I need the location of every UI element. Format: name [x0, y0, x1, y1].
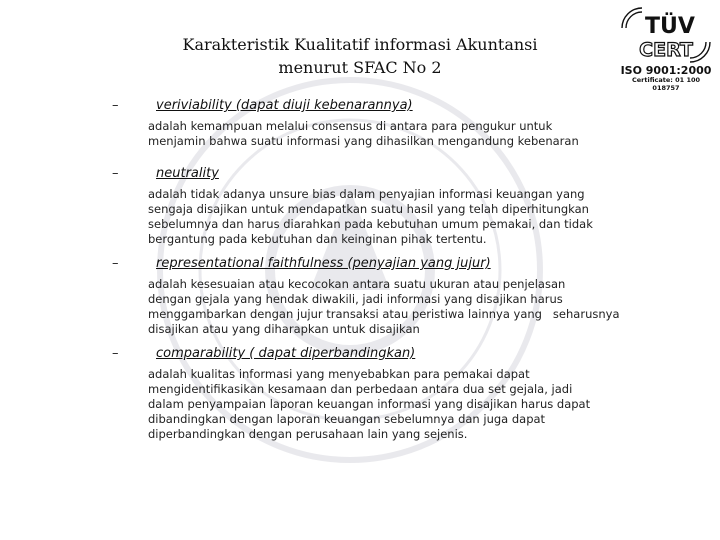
description-line: menjamin bahwa suatu informasi yang dihasilkan mengandung kebenaran [148, 134, 579, 148]
description-line: diperbandingkan dengan perusahaan lain yang sejenis. [148, 427, 468, 441]
description-line: adalah kemampuan melalui consensus di antara para pengukur untuk [148, 119, 553, 133]
description-line: disajikan atau yang diharapkan untuk disajikan [148, 322, 420, 336]
item-term: veriviability (dapat diuji kebenarannya) [156, 98, 413, 113]
certificate-number: Certificate: 01 100 018757 [631, 76, 701, 92]
item-term: representational faithfulness (penyajian yang jujur) [156, 256, 491, 271]
item-description [148, 119, 663, 149]
item-description [148, 277, 663, 337]
iso-label: ISO 9001:2000 [620, 64, 712, 77]
item-description [148, 367, 663, 442]
description-line: sengaja disajikan untuk mendapatkan suatu hasil yang telah diperhitungkan [148, 202, 589, 216]
tuv-cert-icon [620, 6, 712, 64]
bullet-dash: – [112, 256, 119, 271]
description-line: adalah kesesuaian atau kecocokan antara suatu ukuran atau penjelasan [148, 277, 566, 291]
description-line: adalah tidak adanya unsure bias dalam penyajian informasi keuangan yang [148, 187, 585, 201]
description-line: adalah kualitas informasi yang menyebabkan para pemakai dapat [148, 367, 530, 381]
bullet-dash: – [112, 98, 119, 113]
item-term: comparability ( dapat diperbandingkan) [156, 346, 416, 361]
description-line: dibandingkan dengan laporan keuangan sebelumnya dan juga dapat [148, 412, 546, 426]
item-description [148, 187, 663, 247]
description-line: dengan gejala yang hendak diwakili, jadi informasi yang disajikan harus [148, 292, 563, 306]
bullet-dash: – [112, 346, 119, 361]
description-line: mengidentifikasikan kesamaan dan perbedaan antara dua set gejala, jadi [148, 382, 573, 396]
description-line: dalam penyampaian laporan keuangan informasi yang disajikan harus dapat [148, 397, 591, 411]
page-title [100, 33, 620, 79]
item-term: neutrality [156, 166, 219, 181]
title-line-1: Karakteristik Kualitatif informasi Akuntansi [182, 35, 538, 54]
tuv-text: TÜV [645, 14, 695, 39]
bullet-dash: – [112, 166, 119, 181]
description-line: bergantung pada kebutuhan dan keinginan pihak tertentu. [148, 232, 487, 246]
title-line-2: menurut SFAC No 2 [278, 58, 442, 77]
description-line: sebelumnya dan harus diarahkan pada kebutuhan umum pemakai, dan tidak [148, 217, 593, 231]
tuv-cert-logo [620, 6, 712, 92]
description-line: menggambarkan dengan jujur transaksi atau peristiwa lainnya yang seharusnya [148, 307, 620, 321]
cert-text: CERT [639, 39, 693, 61]
